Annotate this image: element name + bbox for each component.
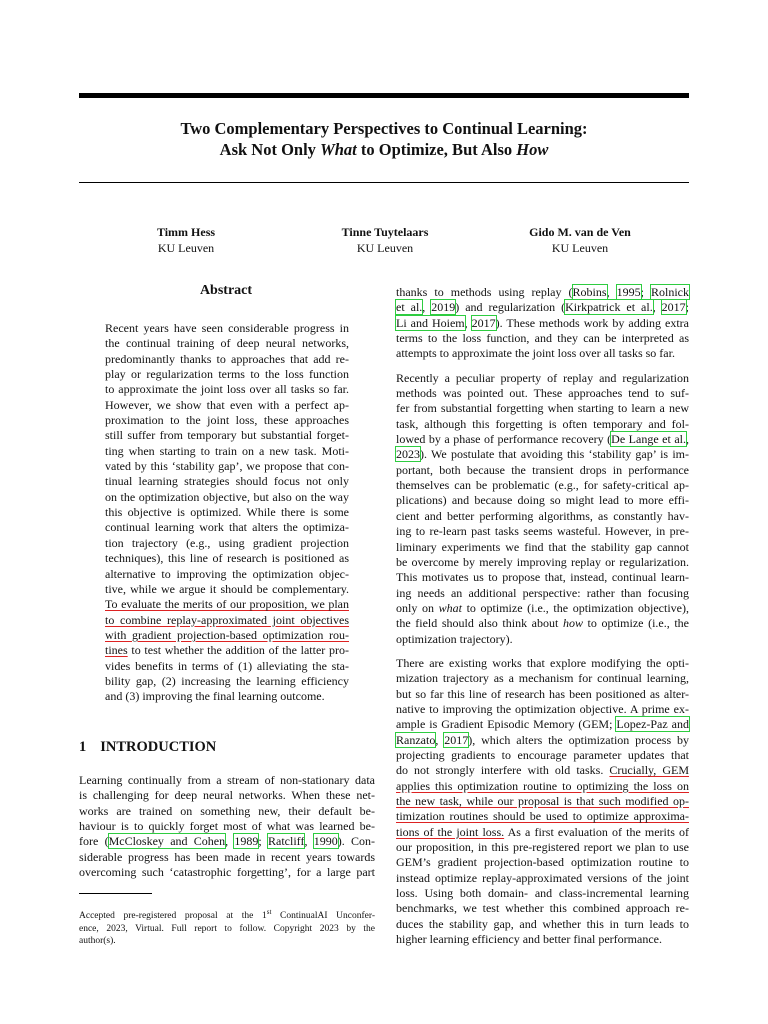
highlighted-text: with gradient projection-based optimization rou- xyxy=(105,627,349,642)
text-line: tions of the joint loss. As a first evaluation of the merits of xyxy=(396,824,689,839)
abstract-line: on the optimization objective, but also on the way xyxy=(105,489,349,504)
citation-link[interactable]: Robins xyxy=(572,285,607,299)
text-line: Li and Hoiem, 2017). These methods work by adding extra xyxy=(396,315,689,330)
abstract-line: this objective is optimized. While there is some xyxy=(105,505,349,520)
title-line-2: Ask Not Only What to Optimize, But Also How xyxy=(219,140,549,159)
text-line xyxy=(396,779,689,794)
text-line: ing needs an additional perspective: rather than focusing xyxy=(396,585,689,600)
footnote xyxy=(79,907,375,948)
citation-link[interactable]: Ranzato xyxy=(396,732,436,747)
highlighted-text: to combine replay-approximated joint objectives xyxy=(105,612,349,627)
footnote-rule xyxy=(79,893,152,894)
citation-link[interactable]: Lopez-Paz and xyxy=(616,717,689,732)
paragraph xyxy=(396,371,689,647)
text-line: portant, both because the transient drops in performance xyxy=(396,462,689,477)
citation-link[interactable]: 2017 xyxy=(471,315,496,330)
text-line xyxy=(396,809,689,824)
abstract-line: continual learning work that alters the optimiza- xyxy=(105,520,349,535)
right-column xyxy=(396,285,689,956)
footnote-line: ence, 2023, Virtual. Full report to follow. Copyright 2023 by the xyxy=(79,923,375,934)
text-line: plications) and because doing so might lead to more effi- xyxy=(396,493,689,508)
text-line: instead optimize replay-approximated versions of the joint xyxy=(396,870,689,885)
abstract-line: Recent years have seen considerable progress in xyxy=(105,321,349,335)
text-line: optimization trajectory). xyxy=(396,631,513,646)
abstract-line: proximation to the joint loss, these approaches xyxy=(105,413,349,428)
top-rule xyxy=(79,93,689,98)
text-line: liminary experiments we find that the stability gap cannot xyxy=(396,539,689,554)
author-name: Tinne Tuytelaars xyxy=(341,225,429,239)
paper-title xyxy=(79,118,689,160)
abstract-line: predominantly thanks to approaches that add re- xyxy=(105,351,349,366)
highlighted-text: tines xyxy=(105,643,128,658)
citation-link[interactable]: 1990 xyxy=(313,834,338,849)
author-affiliation: KU Leuven xyxy=(356,241,414,255)
text-line: siderable progress has been made in recent years towards xyxy=(79,849,375,864)
abstract-line: still suffer from temporary but substantial forget- xyxy=(105,428,349,443)
section-title: INTRODUCTION xyxy=(100,739,217,755)
text-line: our proposition, in this pre-registered report we plan to use xyxy=(396,840,689,855)
paragraph xyxy=(396,656,689,948)
citation-link[interactable]: McCloskey and Cohen xyxy=(108,834,226,849)
citation-link[interactable]: 2019 xyxy=(431,300,456,315)
text-line: attempts to approximate the joint loss over all tasks so far. xyxy=(396,346,675,361)
text-line: the field should also think about how to optimize (i.e., the xyxy=(396,616,690,631)
text-line: haviour is to quickly forget most of what was learned be- xyxy=(79,819,375,834)
citation-link[interactable]: 2023 xyxy=(396,447,420,462)
highlighted-text: tions of the joint loss. xyxy=(396,824,505,839)
highlighted-text: To evaluate the merits of our proposition, we plan xyxy=(105,597,349,612)
text-line: benchmarks, we test whether this combined approach re- xyxy=(396,901,689,916)
text-line: terms to the loss function, and they can be interpreted as xyxy=(396,331,689,346)
abstract-line xyxy=(105,628,349,643)
text-line: works are trained on something new, their default be- xyxy=(79,803,375,818)
text-line: themselves can be problematic (e.g., for safety-critical ap- xyxy=(396,478,689,493)
abstract-body xyxy=(105,321,349,705)
footnote-line: author(s). xyxy=(79,936,116,946)
text-line: Ranzato, 2017), which alters the optimization process by xyxy=(396,732,689,747)
author-affiliation: KU Leuven xyxy=(157,241,215,255)
text-line: native to improving the optimization objective. A prime ex- xyxy=(396,701,689,716)
intro-paragraph xyxy=(79,773,375,880)
text-line: is challenging for deep neural networks. When these net- xyxy=(79,788,375,803)
abstract-line: vated by this ‘stability gap’, we propose that con- xyxy=(105,459,349,474)
abstract-line: tinual learning strategies should focus not only xyxy=(105,474,349,489)
text-line: loss. Using both domain- and class-incremental learning xyxy=(396,886,689,901)
text-line: 2023). We postulate that avoiding this ‘stability gap’ is im- xyxy=(396,447,689,462)
section-number: 1 xyxy=(79,739,87,755)
title-rule xyxy=(79,182,689,183)
abstract-line: ting when starting to train on a new task. Moti- xyxy=(105,443,349,458)
text-line: Recently a peculiar property of replay and regularization xyxy=(396,370,689,385)
highlighted-text: Crucially, GEM xyxy=(609,763,689,778)
citation-link[interactable]: 2017 xyxy=(661,300,686,315)
text-line: only on what to optimize (i.e., the optimization objective), xyxy=(396,600,689,615)
citation-link[interactable]: Kirkpatrick et al. xyxy=(565,300,653,315)
text-line: higher learning efficiency and better final performance. xyxy=(396,932,662,947)
abstract-line xyxy=(105,613,349,628)
text-line: Learning continually from a stream of non-stationary data xyxy=(79,773,375,787)
text-line: ample is Gradient Episodic Memory (GEM; Lopez-Paz and xyxy=(396,717,689,732)
author-affiliation: KU Leuven xyxy=(551,241,609,255)
abstract-line: play or regularization terms to the loss function xyxy=(105,367,349,382)
author-name: Timm Hess xyxy=(156,225,216,239)
citation-link[interactable]: De Lange et al. xyxy=(611,432,686,447)
citation-link[interactable]: Li and Hoiem xyxy=(396,315,465,330)
citation-link[interactable]: 2017 xyxy=(444,732,469,747)
citation-link[interactable]: Ratcliff xyxy=(268,834,305,849)
text-line: ing to re-learn past tasks seems wasteful. However, in pre- xyxy=(396,524,689,539)
text-line: mization trajectory as a mechanism for continual learning, xyxy=(396,671,689,686)
text-line: This motivates us to propose that, instead, continual learn- xyxy=(396,570,689,585)
text-line: do not strongly interfere with old tasks. Crucially, GEM xyxy=(396,763,689,778)
text-line: fore (McCloskey and Cohen, 1989; Ratcliff, 1990). Con- xyxy=(79,834,376,849)
citation-link[interactable]: 1995 xyxy=(616,285,641,299)
footnote-line: Accepted pre-registered proposal at the 1st ContinualAI Unconfer- xyxy=(79,907,375,921)
abstract-line: and (3) improving the final learning outcome. xyxy=(105,689,325,704)
abstract-line: tines to test whether the addition of the latter pro- xyxy=(105,643,349,658)
highlighted-text: timization routines should be used to optimize approxima- xyxy=(396,809,689,824)
highlighted-text: the new task, while our proposal is that such modified op- xyxy=(396,794,689,808)
highlighted-text: applies this optimization routine to optimizing the loss on xyxy=(396,778,689,793)
text-line: be overcome by merely improving replay or regularization. xyxy=(396,554,689,569)
text-line: lowed by a phase of performance recovery (De Lange et al., xyxy=(396,432,689,447)
text-line: projecting gradients to encourage parameter updates that xyxy=(396,747,689,762)
author-3 xyxy=(490,224,670,256)
title-line-1: Two Complementary Perspectives to Continual Learning: xyxy=(180,119,588,138)
text-line: et al., 2019) and regularization (Kirkpatrick et al., 2017; xyxy=(396,300,690,315)
text-line: GEM’s gradient projection-based optimization routine to xyxy=(396,855,689,870)
abstract-line: the continual training of deep neural networks, xyxy=(105,336,349,351)
author-list xyxy=(79,224,689,264)
abstract-line: However, we show that even with a perfect ap- xyxy=(105,397,349,412)
text-line: fer from substantial forgetting when starting to learn a new xyxy=(396,401,689,416)
text-line: cient and better performing algorithms, as constantly hav- xyxy=(396,508,689,523)
author-name: Gido M. van de Ven xyxy=(529,225,631,239)
author-1 xyxy=(96,224,276,256)
text-line: but so far this line of research has been positioned as alter- xyxy=(396,686,689,701)
abstract-line: vides benefits in terms of (1) alleviating the sta- xyxy=(105,658,349,673)
text-line: overcoming such ‘catastrophic forgetting’, for a large part xyxy=(79,865,375,880)
abstract-line: tive, while we argue it should be complementary. xyxy=(105,581,349,596)
abstract-line: techniques), this line of research is positioned as xyxy=(105,551,349,566)
section-heading-introduction xyxy=(79,739,216,756)
text-line: There are existing works that explore modifying the opti- xyxy=(396,655,689,670)
citation-link[interactable]: et al. xyxy=(396,300,423,315)
abstract-line xyxy=(105,597,349,612)
citation-link[interactable]: 1989 xyxy=(234,834,259,849)
text-line: methods was pointed out. These approaches tend to suf- xyxy=(396,386,689,401)
paragraph xyxy=(396,285,689,362)
abstract-line: to approximate the joint loss over all tasks so far. xyxy=(105,382,349,397)
text-line: thanks to methods using replay (Robins, 1995; Rolnick xyxy=(396,285,689,299)
abstract-line: bility gap, (2) increasing the learning efficiency xyxy=(105,673,349,688)
author-2 xyxy=(295,224,475,256)
abstract-heading: Abstract xyxy=(199,283,253,298)
abstract-line: alternative to improving the optimization objec- xyxy=(105,566,349,581)
citation-link[interactable]: Rolnick xyxy=(651,285,689,299)
text-line xyxy=(396,794,689,809)
text-line: task, although this forgetting is often temporary and fol- xyxy=(396,416,689,431)
abstract-line: tion trajectory (e.g., using gradient projection xyxy=(105,535,349,550)
text-line: duces the stability gap, and whether this in turn leads to xyxy=(396,916,689,931)
